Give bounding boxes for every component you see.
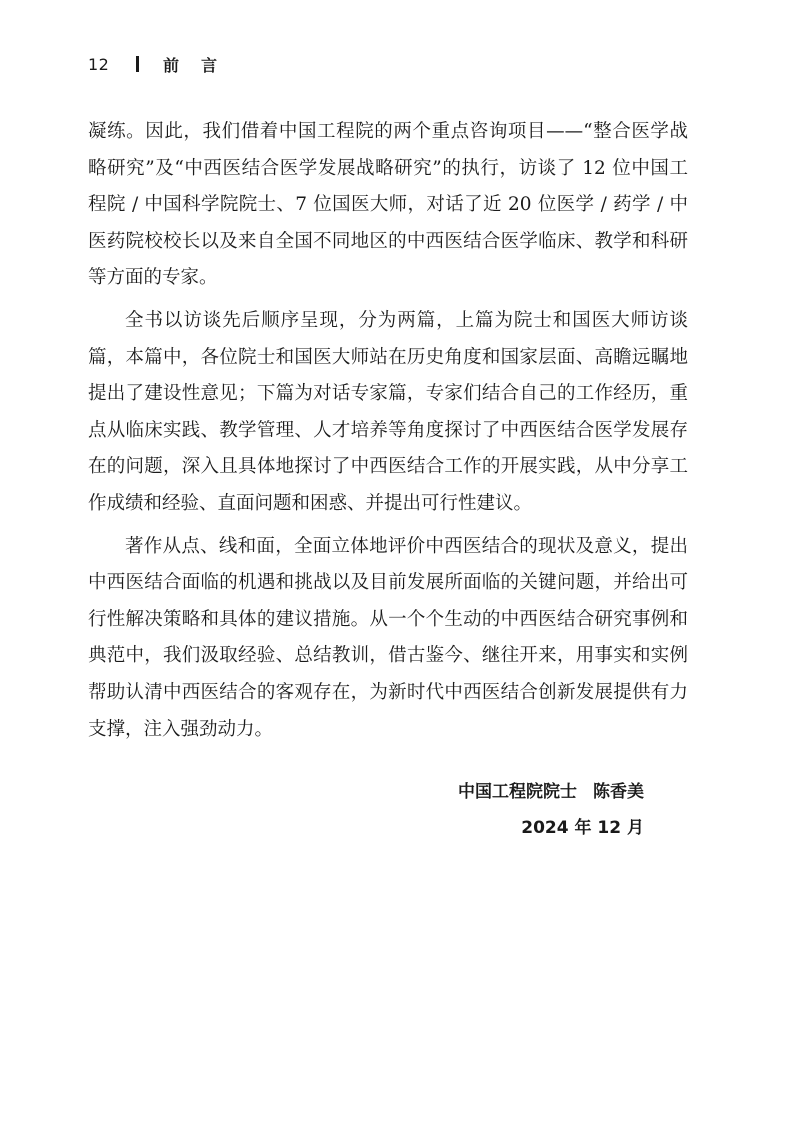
signature-name-line — [458, 774, 644, 810]
preface-body — [88, 114, 688, 754]
page-number: 12 — [88, 54, 110, 74]
author-title: 中国工程院院士 — [458, 782, 577, 802]
paragraph-significance: 著作从点、线和面，全面立体地评价中西医结合的现状及意义，提出中西医结合面临的机遇和挑战以及目前发展所面临的关键问题，并给出可行性解决策略和具体的建议措施。从一个个生动的中西医结合研究事例和典范中，我们汲取经验、总结教训，借古鉴今、继往开来，用事实和实例帮助认清中西医结合的客观存在，为新时代中西医结合创新发展提供有力支撑，注入强劲动力。 — [88, 535, 688, 740]
running-head — [88, 52, 239, 76]
paragraph-structure: 全书以访谈先后顺序呈现，分为两篇，上篇为院士和国医大师访谈篇，本篇中，各位院士和国医大师站在历史角度和国家层面、高瞻远瞩地提出了建设性意见；下篇为对话专家篇，专家们结合自己的工作经历，重点从临床实践、教学管理、人才培养等角度探讨了中西医结合医学发展存在的问题，深入且具体地探讨了中西医结合工作的开展实践，从中分享工作成绩和经验、直面问题和困惑、并提出可行性建议。 — [88, 309, 688, 514]
signature-block — [458, 774, 644, 846]
paragraph-continuation: 凝练。因此，我们借着中国工程院的两个重点咨询项目——“整合医学战略研究”及“中西医结合医学发展战略研究”的执行，访谈了 12 位中国工程院 / 中国科学院院士、7 位国医大师，对话了近 20 位医学 / 药学 / 中医药院校校长以及来自全国不同地区的中西医结合医学临床、教学和科研等方面的专家。 — [88, 121, 688, 289]
author-name: 陈香美 — [593, 782, 644, 802]
header-divider — [136, 56, 139, 72]
section-title: 前言 — [163, 55, 240, 75]
signature-date: 2024 年 12 月 — [521, 818, 644, 838]
